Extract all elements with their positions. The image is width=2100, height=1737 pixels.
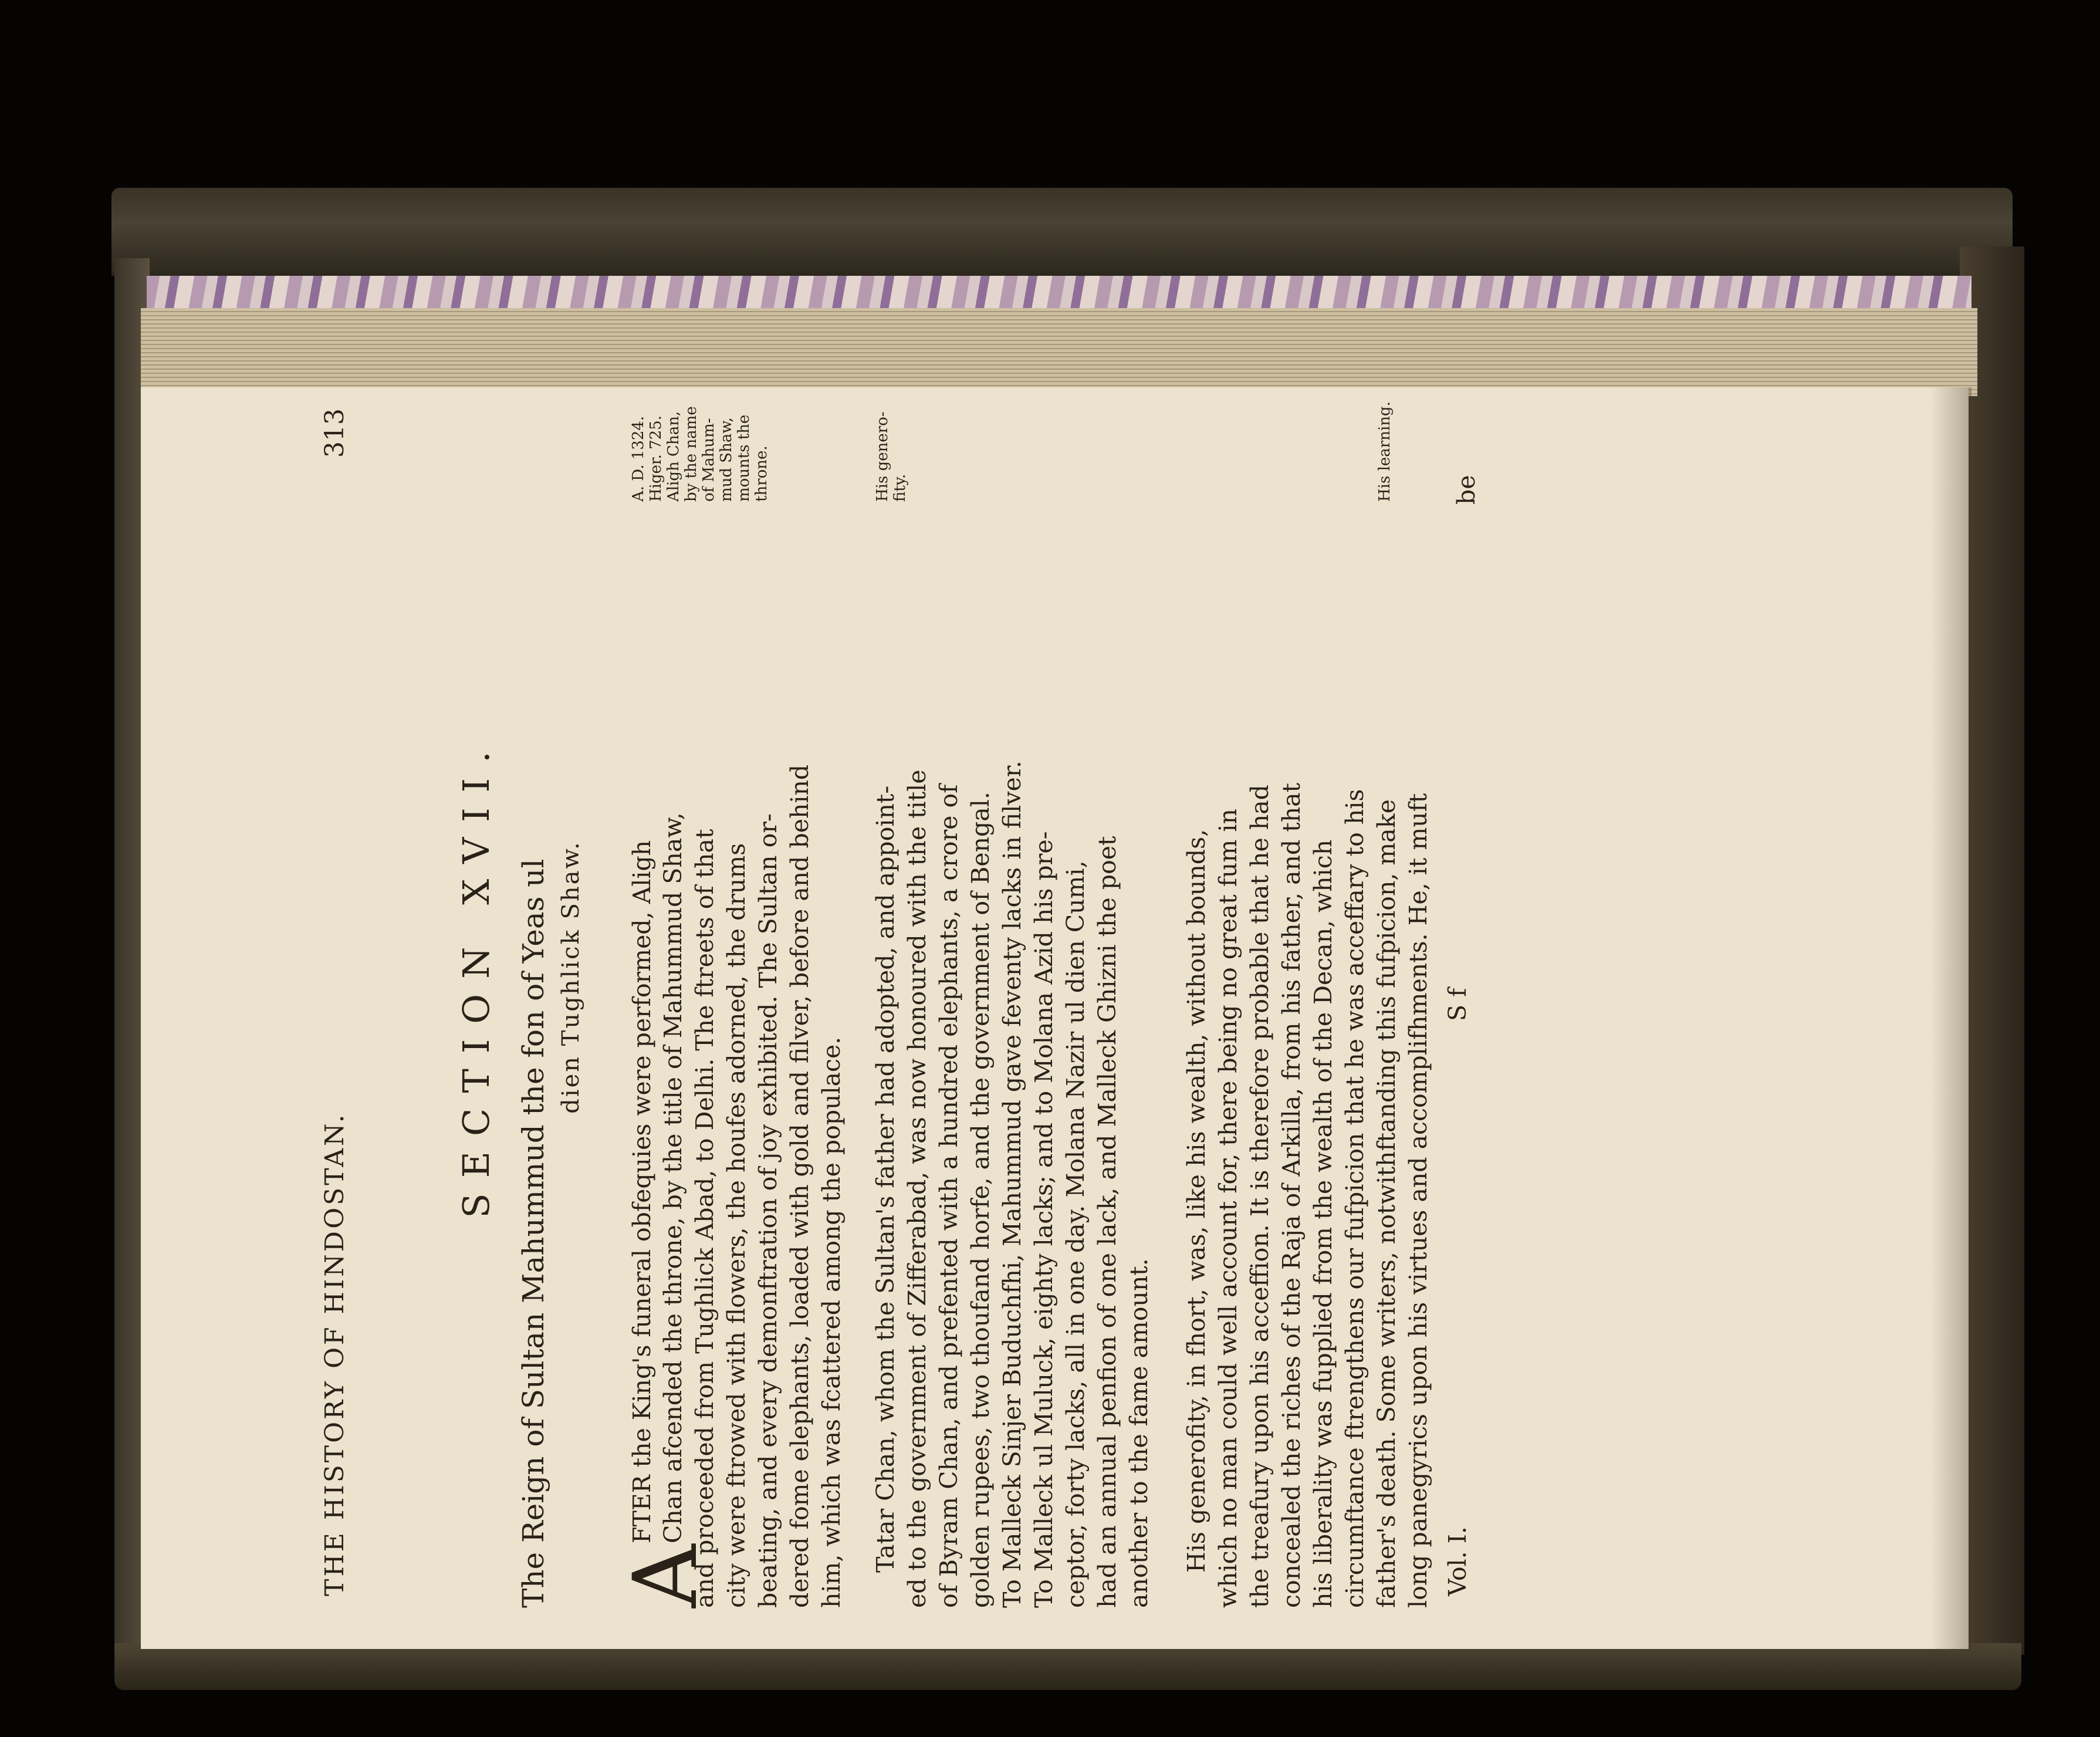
para2-line: ceptor, forty lacks, all in one day. Molana Nazir ul dien Cumi,: [1061, 860, 1090, 1608]
para1-line: dered fome elephants, loaded with gold and filver, before and behind: [786, 764, 814, 1608]
section-title: SECTION XVII.: [455, 736, 498, 1218]
running-head: THE HISTORY OF HINDOSTAN.: [320, 1112, 350, 1596]
para3-line: His generofity, in fhort, was, like his wealth, without bounds,: [1182, 829, 1210, 1573]
para1-line: FTER the King's funeral obfequies were performed, Aligh: [628, 840, 656, 1543]
para3-line: the treafury upon his acceffion. It is therefore probable that he had: [1246, 785, 1274, 1608]
para3-line: which no man could well account for, there being no great fum in: [1214, 809, 1242, 1608]
marbled-edge: [147, 276, 1972, 312]
para2-line: Tatar Chan, whom the Sultan's father had adopted, and appoint-: [871, 785, 899, 1573]
para1-line: and proceeded from Tughlick Abad, to Delhi. The ftreets of that: [691, 829, 719, 1608]
book-cover-top: [111, 188, 2013, 276]
side-note-generosity: His genero- fity.: [874, 411, 909, 502]
drop-cap: A: [615, 1544, 717, 1608]
footer-volume: Vol. I.: [1443, 1526, 1472, 1596]
page-text: [320, 346, 2100, 1608]
para3-line: long panegyrics upon his virtues and accomplifhments. He, it muft: [1404, 793, 1432, 1608]
para2-line: To Malleck ul Muluck, eighty lacks; and to Molana Azid his pre-: [1030, 831, 1058, 1608]
page-number: 313: [320, 408, 350, 458]
para2-line: To Malleck Sinjer Buduchfhi, Mahummud gave feventy lacks in filver.: [998, 761, 1026, 1608]
para2-line: ed to the government of Zifferabad, was now honoured with the title: [903, 769, 931, 1608]
para3-line: concealed the riches of the Raja of Arkilla, from his father, and that: [1277, 782, 1306, 1608]
para3-line: his liberality was fupplied from the wealth of the Decan, which: [1309, 839, 1337, 1608]
para1-line: Chan afcended the throne, by the title of Mahummud Shaw,: [659, 812, 687, 1543]
para2-line: of Byram Chan, and prefented with a hundred elephants, a crore of: [935, 784, 963, 1608]
para1-line: city were ftrowed with flowers, the houfes adorned, the drums: [722, 843, 750, 1608]
para1-line: beating, and every demonftration of joy exhibited. The Sultan or-: [754, 813, 782, 1608]
reign-heading-line1: The Reign of Sultan Mahummud the fon of Yeas ul: [516, 859, 550, 1608]
side-note-learning: His learning.: [1376, 401, 1394, 502]
side-note-date: A. D. 1324. Higer. 725. Aligh Chan, by the name of Mahum- mud Shaw, mounts the throne.: [630, 406, 770, 502]
para3-line: circumftance ftrengthens our fufpicion that he was acceffary to his: [1341, 789, 1369, 1608]
book-cover-bottom: [114, 1643, 2021, 1690]
reign-heading-line2: dien Tughlick Shaw.: [557, 840, 584, 1114]
para2-line: another to the fame amount.: [1125, 1258, 1153, 1608]
footer-catchword: be: [1452, 475, 1480, 505]
para2-line: golden rupees, two thoufand horfe, and the government of Bengal.: [966, 792, 995, 1608]
para2-line: had an annual penfion of one lack, and Malleck Ghizni the poet: [1093, 836, 1121, 1608]
para3-line: father's death. Some writers, notwithftanding this fufpicion, make: [1372, 799, 1401, 1608]
footer-signature: S f: [1443, 988, 1472, 1021]
para1-line: him, which was fcattered among the populace.: [817, 1036, 846, 1608]
